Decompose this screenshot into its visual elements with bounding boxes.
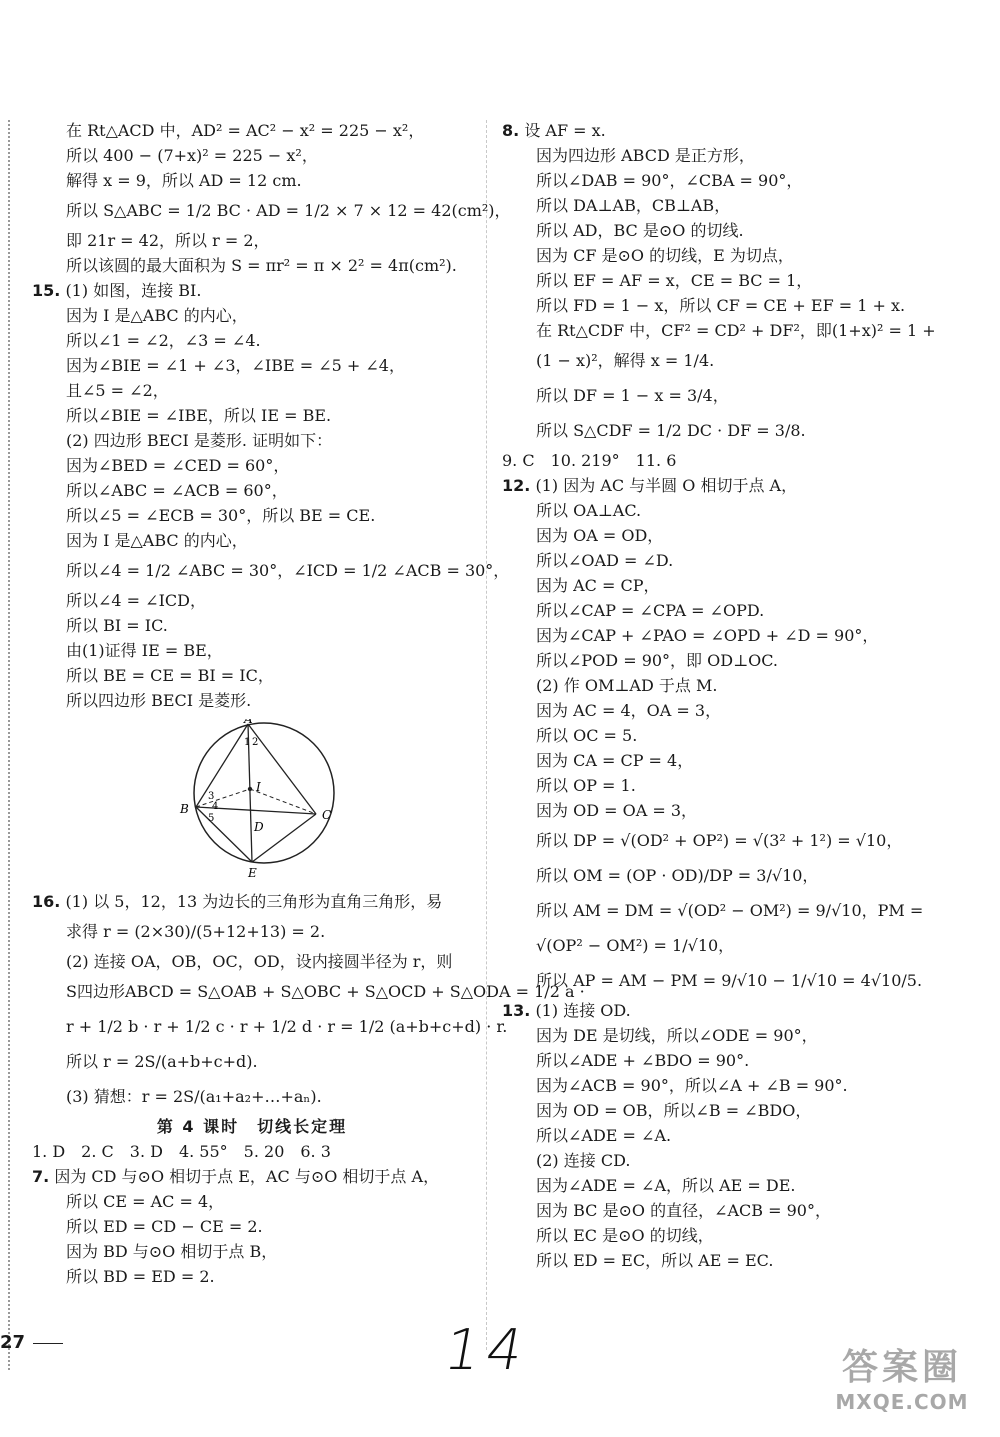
solution-line	[502, 523, 982, 548]
solution-line	[32, 1264, 472, 1289]
solution-text: 所以 BE = CE = BI = IC，	[66, 666, 274, 685]
solution-text: 因为∠ADE = ∠A，所以 AE = DE.	[536, 1176, 796, 1195]
solution-text: 所以∠CAP = ∠CPA = ∠OPD.	[536, 601, 765, 620]
solution-text: 因为四边形 ABCD 是正方形，	[536, 146, 755, 165]
solution-text: (1) 如图，连接 BI.	[65, 281, 202, 300]
solution-text: 设 AF = x.	[524, 121, 606, 140]
solution-text: 因为 OA = OD，	[536, 526, 664, 545]
solution-line	[502, 378, 982, 413]
solution-line	[32, 1079, 472, 1114]
figure-label-i: I	[256, 780, 261, 794]
solution-line	[32, 1214, 472, 1239]
solution-text: 所以∠ADE + ∠BDO = 90°.	[536, 1051, 750, 1070]
solution-text: 所以 AP = AM − PM = 9/√10 − 1/√10 = 4√10/5.	[536, 971, 923, 990]
solution-text: (2) 连接 CD.	[536, 1151, 631, 1170]
solution-text: 且∠5 = ∠2，	[66, 381, 169, 400]
solution-text: (2) 作 OM⊥AD 于点 M.	[536, 676, 718, 695]
handwritten-note: 14	[439, 1318, 534, 1383]
solution-line	[502, 118, 982, 143]
angle-label-2: 2	[252, 737, 259, 748]
solution-line	[32, 253, 472, 278]
solution-text: 因为 AC = 4，OA = 3，	[536, 701, 722, 720]
solution-text: 所以∠ADE = ∠A.	[536, 1126, 672, 1145]
solution-text: 因为 DE 是切线，所以∠ODE = 90°，	[536, 1026, 818, 1045]
solution-text: 即 21r = 42，所以 r = 2，	[66, 231, 270, 250]
solution-text: (2) 四边形 BECI 是菱形. 证明如下：	[66, 431, 333, 450]
angle-label-4: 4	[212, 801, 219, 812]
solution-line	[32, 328, 472, 353]
angle-label-5: 5	[208, 813, 215, 824]
solution-text: 所以 BI = IC.	[66, 616, 168, 635]
left-solution-block-lesson-4	[32, 1139, 472, 1289]
solution-line	[32, 613, 472, 638]
solution-text: 所以 OM = (OP · OD)/DP = 3/√10，	[536, 866, 819, 885]
solution-text: 所以∠BIE = ∠IBE，所以 IE = BE.	[66, 406, 332, 425]
solution-text: 所以∠OAD = ∠D.	[536, 551, 674, 570]
solution-line	[32, 193, 511, 228]
solution-text: 所以 OA⊥AC.	[536, 501, 642, 520]
solution-text: 由(1)证得 IE = BE，	[66, 641, 223, 660]
angle-label-1: 1	[244, 737, 251, 748]
solution-line	[502, 723, 982, 748]
solution-text: 所以四边形 BECI 是菱形.	[66, 691, 252, 710]
angle-label-3: 3	[208, 791, 215, 802]
solution-text: 所以 AD，BC 是⊙O 的切线.	[536, 221, 744, 240]
solution-line	[502, 143, 982, 168]
solution-text: 解得 x = 9，所以 AD = 12 cm.	[66, 171, 302, 190]
solution-text: 所以 S△CDF = 1/2 DC · DF = 3/8.	[536, 421, 806, 440]
figure-label-a: A	[244, 719, 253, 726]
solution-text: 在 Rt△CDF 中，CF² = CD² + DF²，即(1+x)² = 1 +	[536, 321, 936, 340]
solution-text: (3) 猜想：r = 2S/(a₁+a₂+…+aₙ).	[66, 1087, 322, 1106]
solution-text: 因为 CF 是⊙O 的切线，E 为切点，	[536, 246, 794, 265]
solution-text: 所以∠5 = ∠ECB = 30°，所以 BE = CE.	[66, 506, 376, 525]
solution-text: 9. C 10. 219° 11. 6	[502, 451, 677, 470]
watermark-logo-text: 答案圈	[841, 1347, 962, 1388]
right-solution-block	[502, 118, 982, 1273]
problem-number: 12.	[502, 476, 531, 495]
solution-line	[32, 1189, 472, 1214]
solution-line	[502, 598, 982, 623]
problem-number: 15.	[32, 281, 61, 300]
solution-line	[32, 974, 585, 1009]
solution-text: (1 − x)²，解得 x = 1/4.	[536, 351, 715, 370]
solution-line	[502, 473, 982, 498]
solution-line	[32, 688, 472, 713]
solution-line	[502, 318, 982, 343]
problem-number: 8.	[502, 121, 520, 140]
solution-line	[502, 1173, 982, 1198]
column-divider	[486, 120, 487, 1350]
solution-text: (1) 连接 OD.	[535, 1001, 631, 1020]
solution-line	[32, 1139, 472, 1164]
solution-line	[32, 1009, 508, 1044]
solution-line	[32, 228, 472, 253]
solution-text: 所以 FD = 1 − x，所以 CF = CE + EF = 1 + x.	[536, 296, 906, 315]
solution-line	[32, 663, 472, 688]
solution-line	[32, 1044, 472, 1079]
solution-line	[502, 218, 982, 243]
right-column	[502, 118, 982, 1273]
solution-text: 所以 AM = DM = √(OD² − OM²) = 9/√10，PM =	[536, 901, 924, 920]
solution-text: 因为 I 是△ABC 的内心，	[66, 306, 248, 325]
solution-line	[32, 168, 472, 193]
solution-line	[502, 1198, 982, 1223]
solution-text: 因为 BC 是⊙O 的直径，∠ACB = 90°，	[536, 1201, 831, 1220]
solution-line	[502, 798, 982, 823]
solution-line	[32, 478, 472, 503]
solution-line	[502, 1223, 982, 1248]
solution-line	[502, 293, 982, 318]
solution-line	[32, 428, 472, 453]
solution-text: 所以∠POD = 90°，即 OD⊥OC.	[536, 651, 779, 670]
solution-line	[502, 1048, 982, 1073]
solution-line	[502, 673, 982, 698]
problem-number: 13.	[502, 1001, 531, 1020]
solution-line	[32, 353, 472, 378]
solution-line	[32, 503, 472, 528]
solution-text: (2) 连接 OA，OB，OC，OD，设内接圆半径为 r，则	[66, 952, 453, 971]
problem-number: 7.	[32, 1167, 50, 1186]
solution-line	[502, 343, 982, 378]
solution-text: 所以 EC 是⊙O 的切线，	[536, 1226, 714, 1245]
solution-text: 所以∠1 = ∠2，∠3 = ∠4.	[66, 331, 261, 350]
solution-text: 因为 CD 与⊙O 相切于点 E，AC 与⊙O 相切于点 A，	[54, 1167, 440, 1186]
solution-line	[502, 268, 982, 293]
page-number: 27	[0, 1332, 63, 1353]
solution-text: 所以 OC = 5.	[536, 726, 638, 745]
solution-line	[502, 243, 982, 268]
solution-line	[502, 748, 982, 773]
solution-text: S四边形ABCD = S△OAB + S△OBC + S△OCD + S△ODA = 1/2 a ·	[66, 982, 585, 1001]
solution-line	[502, 963, 982, 998]
figure-label-d: D	[254, 820, 264, 834]
solution-text: 所以 CE = AC = 4，	[66, 1192, 225, 1211]
solution-line	[502, 498, 982, 523]
solution-text: 所以 r = 2S/(a+b+c+d).	[66, 1052, 258, 1071]
solution-text: r + 1/2 b · r + 1/2 c · r + 1/2 d · r = 1/2 (a+b+c+d) · r.	[66, 1017, 508, 1036]
circumcircle	[194, 723, 334, 863]
site-watermark	[822, 1339, 982, 1429]
solution-text: 所以该圆的最大面积为 S = πr² = π × 2² = 4π(cm²).	[66, 256, 457, 275]
solution-line	[32, 303, 472, 328]
incircle-figure	[172, 719, 352, 879]
binding-fold-line	[8, 120, 10, 1370]
solution-line	[502, 448, 982, 473]
solution-text: 所以 BD = ED = 2.	[66, 1267, 215, 1286]
solution-text: 所以 S△ABC = 1/2 BC · AD = 1/2 × 7 × 12 = 42(cm²)，	[66, 201, 511, 220]
solution-line	[32, 914, 472, 949]
solution-line	[502, 998, 982, 1023]
solution-line	[502, 548, 982, 573]
solution-line	[502, 928, 982, 963]
solution-line	[502, 893, 982, 928]
solution-text: 因为 OD = OA = 3，	[536, 801, 698, 820]
solution-text: 因为 I 是△ABC 的内心，	[66, 531, 248, 550]
solution-line	[502, 698, 982, 723]
solution-text: 所以 ED = EC，所以 AE = EC.	[536, 1251, 774, 1270]
solution-line	[502, 773, 982, 798]
solution-line	[32, 378, 472, 403]
solution-text: 因为∠ACB = 90°，所以∠A + ∠B = 90°.	[536, 1076, 848, 1095]
solution-line	[502, 1248, 982, 1273]
solution-line	[32, 118, 472, 143]
solution-text: 所以 OP = 1.	[536, 776, 636, 795]
solution-text: 所以 DA⊥AB，CB⊥AB，	[536, 196, 731, 215]
solution-text: 所以 400 − (7+x)² = 225 − x²，	[66, 146, 318, 165]
solution-line	[32, 1164, 472, 1189]
solution-text: (1) 因为 AC 与半圆 O 相切于点 A，	[535, 476, 798, 495]
solution-line	[32, 453, 472, 478]
solution-line	[502, 858, 982, 893]
solution-line	[502, 1023, 982, 1048]
solution-line	[32, 278, 472, 303]
solution-text: 所以 DF = 1 − x = 3/4，	[536, 386, 729, 405]
solution-line	[502, 1073, 982, 1098]
solution-line	[502, 193, 982, 218]
solution-line	[502, 1123, 982, 1148]
solution-text: 所以 ED = CD − CE = 2.	[66, 1217, 263, 1236]
solution-text: (1) 以 5，12，13 为边长的三角形为直角三角形，易	[65, 892, 443, 911]
problem-number: 16.	[32, 892, 61, 911]
solution-text: 因为∠CAP + ∠PAO = ∠OPD + ∠D = 90°，	[536, 626, 879, 645]
solution-text: 因为 AC = CP，	[536, 576, 660, 595]
solution-text: 所以∠ABC = ∠ACB = 60°，	[66, 481, 288, 500]
solution-line	[502, 1148, 982, 1173]
left-solution-block-14-15	[32, 118, 511, 713]
solution-text: 因为 BD 与⊙O 相切于点 B，	[66, 1242, 278, 1261]
solution-text: 所以 EF = AF = x，CE = BC = 1，	[536, 271, 813, 290]
solution-text: 所以∠DAB = 90°，∠CBA = 90°，	[536, 171, 803, 190]
solution-text: 所以∠4 = ∠ICD，	[66, 591, 206, 610]
solution-line	[32, 528, 472, 553]
solution-line	[32, 889, 472, 914]
solution-text: 因为∠BIE = ∠1 + ∠3，∠IBE = ∠5 + ∠4，	[66, 356, 405, 375]
solution-line	[502, 1098, 982, 1123]
solution-line	[32, 403, 472, 428]
section-heading: 第 4 课时 切线长定理	[156, 1117, 348, 1136]
solution-text: 1. D 2. C 3. D 4. 55° 5. 20 6. 3	[32, 1142, 331, 1161]
solution-line	[502, 823, 982, 858]
solution-text: 因为 OD = OB，所以∠B = ∠BDO，	[536, 1101, 812, 1120]
solution-text: 在 Rt△ACD 中，AD² = AC² − x² = 225 − x²，	[66, 121, 425, 140]
solution-line	[32, 553, 510, 588]
figure-label-b: B	[180, 802, 189, 816]
solution-text: 所以∠4 = 1/2 ∠ABC = 30°，∠ICD = 1/2 ∠ACB = 30°，	[66, 561, 510, 580]
solution-text: 因为∠BED = ∠CED = 60°，	[66, 456, 290, 475]
figure-label-e: E	[248, 866, 257, 879]
solution-line	[502, 168, 982, 193]
solution-text: 所以 DP = √(OD² + OP²) = √(3² + 1²) = √10，	[536, 831, 903, 850]
solution-line	[32, 588, 472, 613]
solution-line	[502, 648, 982, 673]
solution-text: 因为 CA = CP = 4，	[536, 751, 694, 770]
solution-text: √(OP² − OM²) = 1/√10，	[536, 936, 735, 955]
solution-line	[502, 413, 982, 448]
solution-line	[32, 638, 472, 663]
solution-line	[32, 949, 472, 974]
solution-line	[502, 623, 982, 648]
figure-label-c: C	[322, 808, 332, 822]
watermark-url: MXQE.COM	[835, 1390, 969, 1414]
solution-line	[32, 1239, 472, 1264]
solution-line	[32, 143, 472, 168]
solution-text: 求得 r = (2×30)/(5+12+13) = 2.	[66, 922, 326, 941]
solution-line	[502, 573, 982, 598]
